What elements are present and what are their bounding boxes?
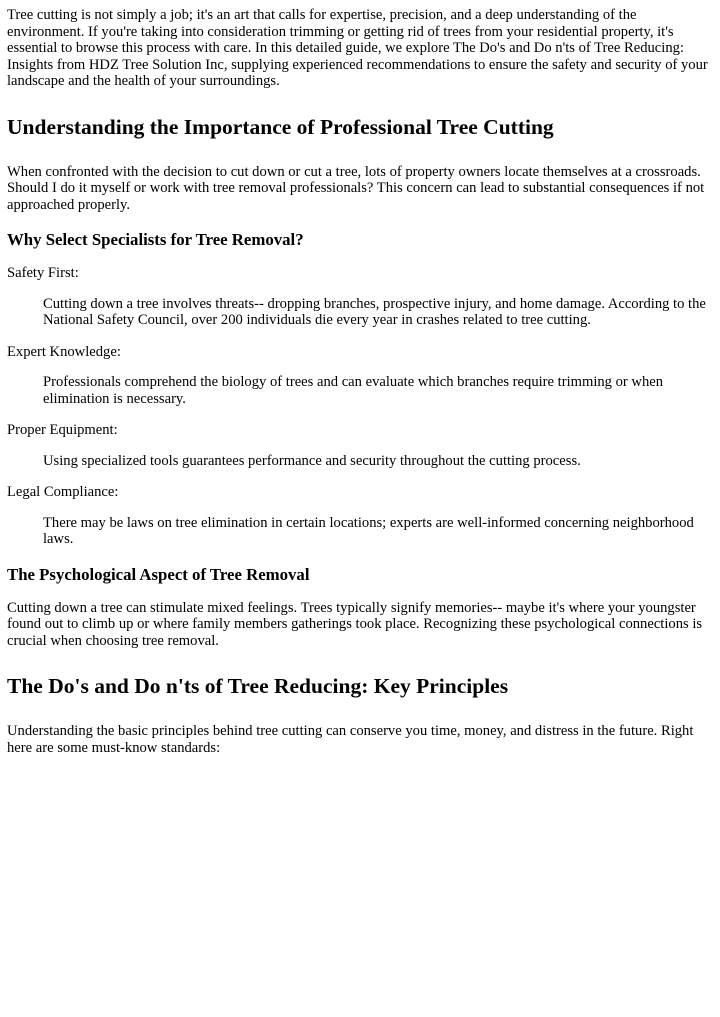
definition-list	[7, 265, 712, 548]
term-expert-knowledge: Expert Knowledge:	[7, 343, 121, 360]
term-legal-compliance: Legal Compliance:	[7, 484, 119, 500]
term-safety-first: Safety First:	[7, 265, 79, 281]
intro-paragraph: Tree cutting is not simply a job; it's an art that calls for expertise, precision, and a deep understanding of the environment. If you're taking into consideration trimming or getting rid of trees from your residential property, it's essential to browse this process with care. In this detailed guide, we explore The Do's and Do n'ts of Tree Reducing: Insights from HDZ Tree Solution Inc, supplying experienced recommendations to ensure the safety and security of your landscape and the health of your surroundings.	[7, 7, 708, 89]
subsection-heading-psychological: The Psychological Aspect of Tree Removal	[7, 564, 310, 584]
description-legal-compliance: There may be laws on tree elimination in certain locations; experts are well-informed concerning neighborhood laws.	[43, 514, 694, 547]
subsection-paragraph-psychological: Cutting down a tree can stimulate mixed feelings. Trees typically signify memories-- maybe it's where your youngster found out to climb up or where family members gatherings took place. Recognizing these psychological connections is crucial when choosing tree removal.	[7, 599, 703, 649]
section-paragraph-key-principles: Understanding the basic principles behind tree cutting can conserve you time, money, and distress in the future. Right here are some must-know standards:	[7, 723, 694, 756]
description-safety-first: Cutting down a tree involves threats-- dropping branches, prospective injury, and home damage. According to the National Safety Council, over 200 individuals die every year in crashes related to tree cutting.	[43, 295, 706, 328]
description-proper-equipment: Using specialized tools guarantees performance and security throughout the cutting process.	[43, 452, 581, 469]
section-heading-importance: Understanding the Importance of Professional Tree Cutting	[7, 114, 554, 139]
term-proper-equipment: Proper Equipment:	[7, 422, 118, 438]
subsection-heading-specialists: Why Select Specialists for Tree Removal?	[7, 230, 304, 249]
section-paragraph-importance: When confronted with the decision to cut down or cut a tree, lots of property owners locate themselves at a crossroads. Should I do it myself or work with tree removal professionals? This concern can lead to substantial consequences if not approached properly.	[7, 163, 705, 213]
section-heading-key-principles: The Do's and Do n'ts of Tree Reducing: Key Principles	[7, 674, 509, 698]
description-expert-knowledge: Professionals comprehend the biology of trees and can evaluate which branches require trimming or when elimination is necessary.	[43, 374, 664, 407]
